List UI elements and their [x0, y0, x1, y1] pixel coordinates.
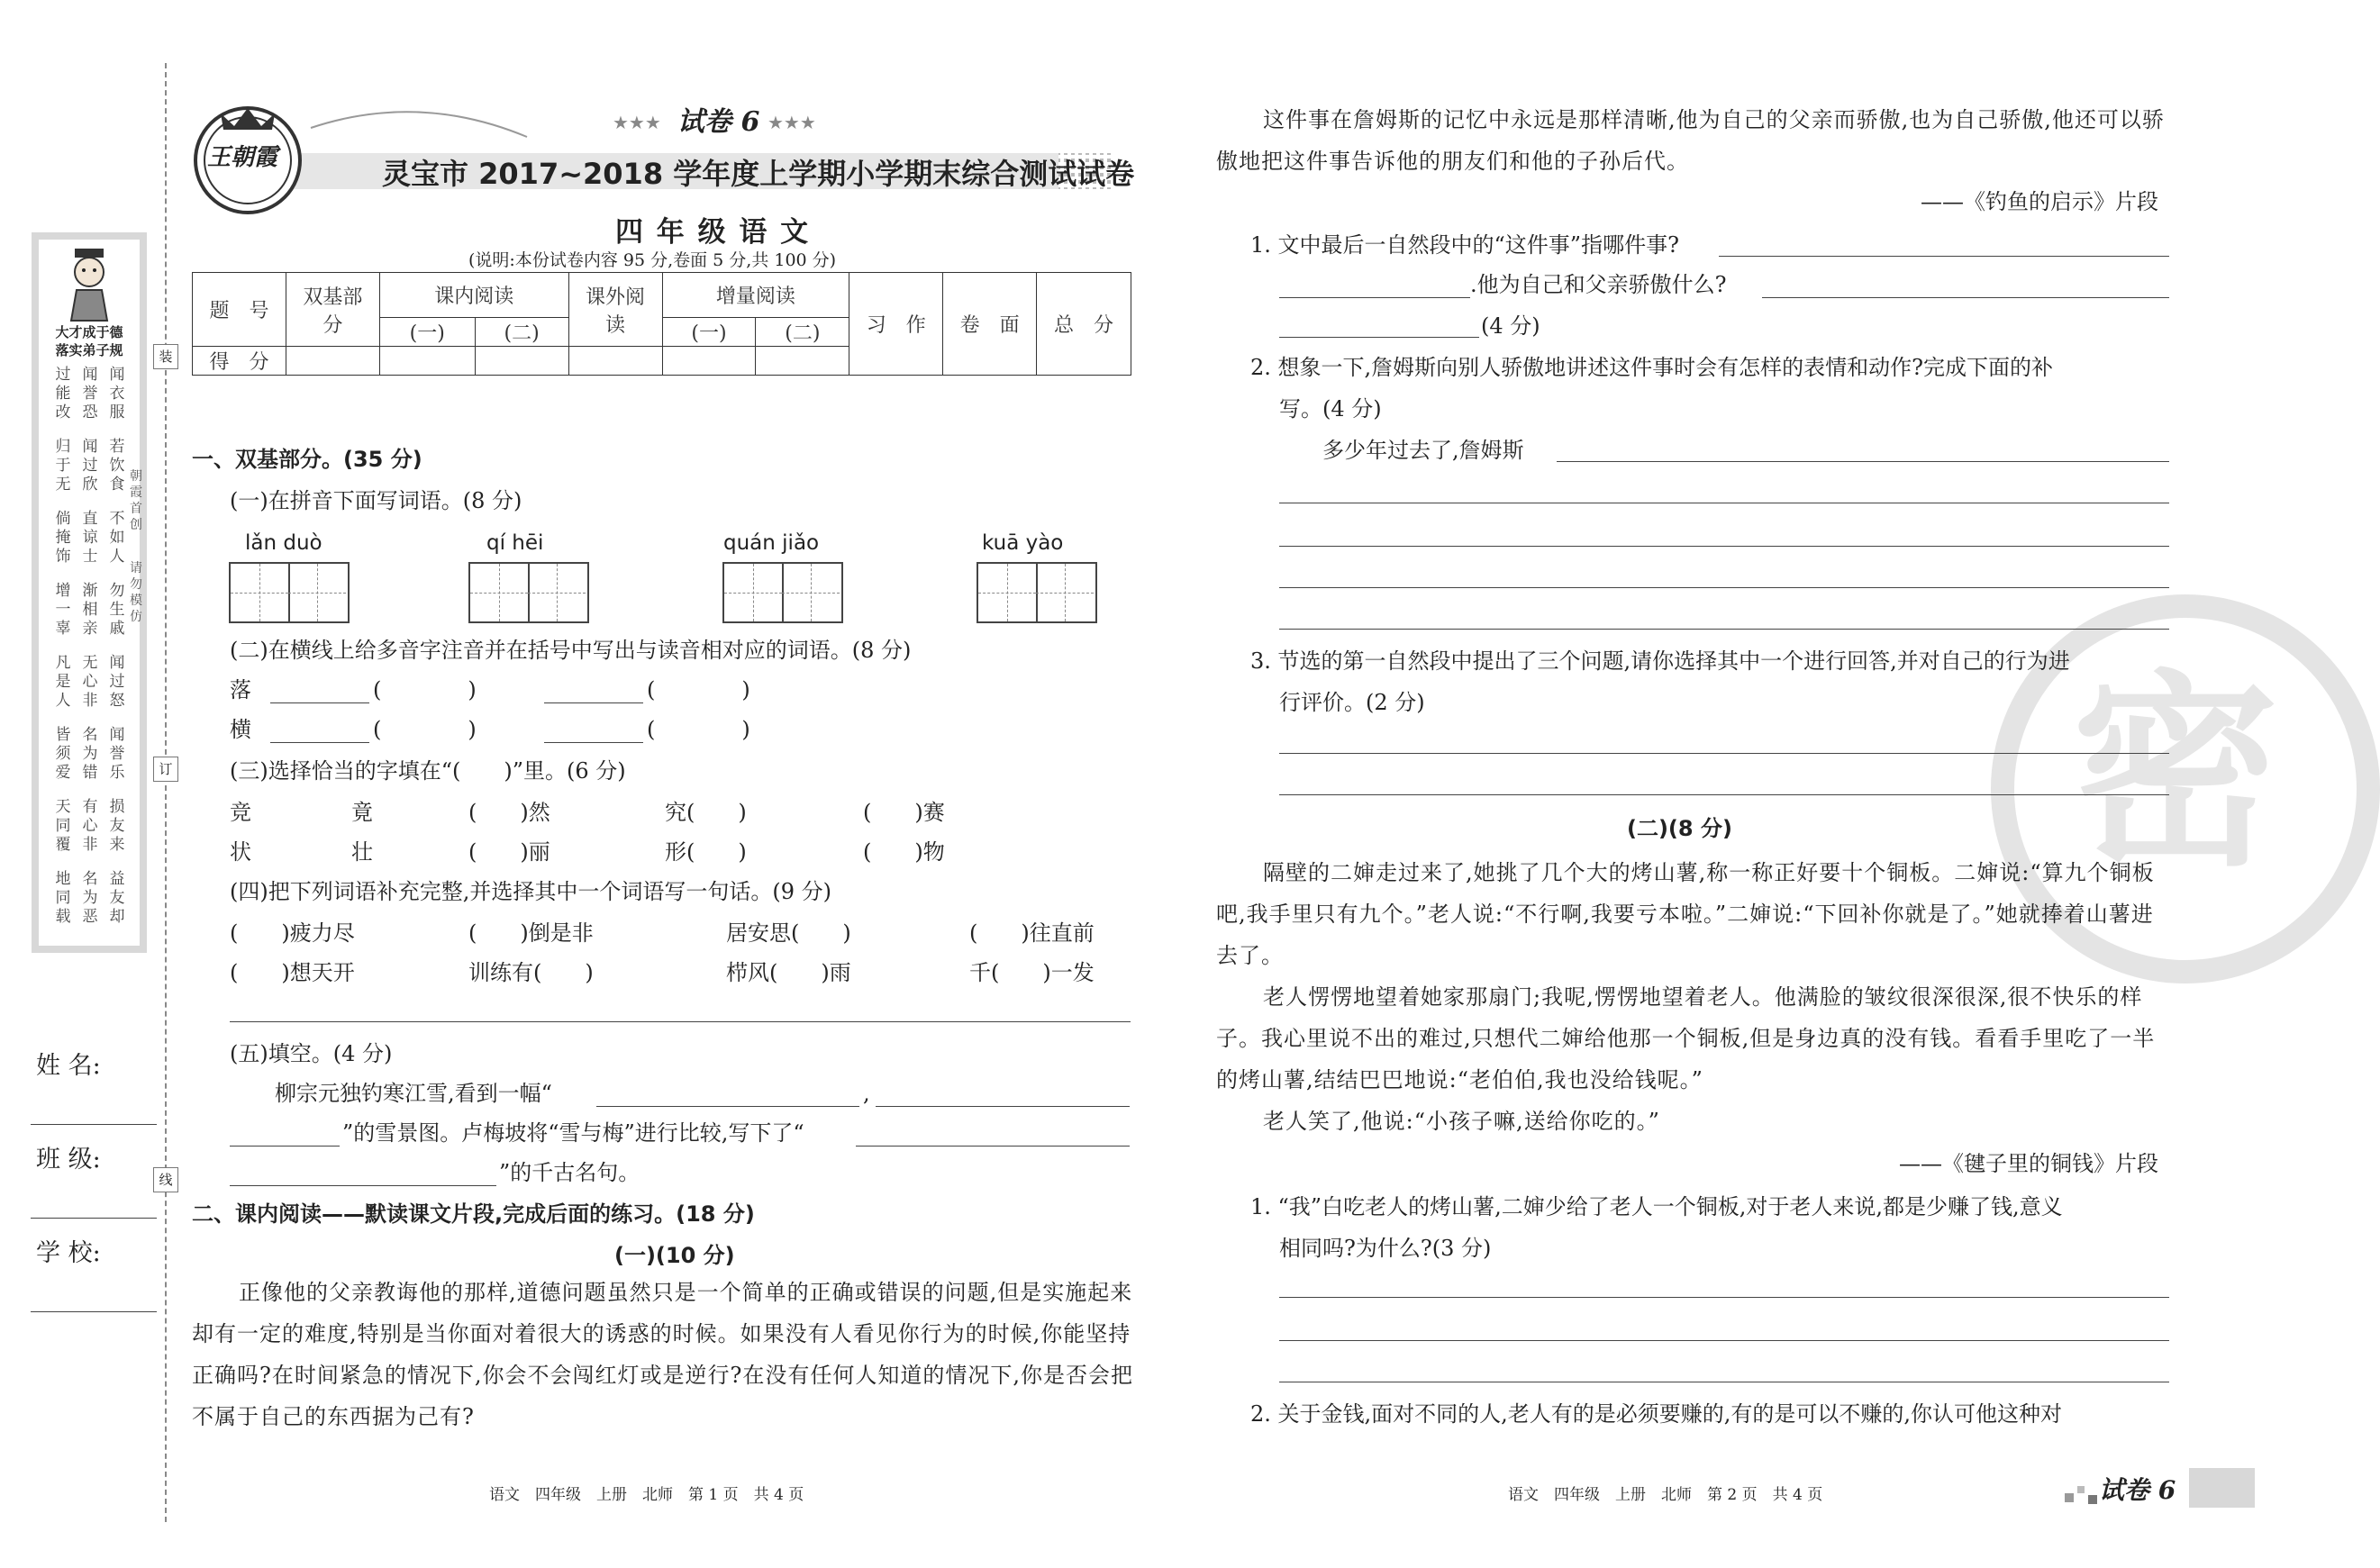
th-basic: 双基部分: [286, 273, 379, 347]
exam-title: 灵宝市 2017~2018 学年度上学期小学期末综合测试试卷: [382, 157, 1135, 191]
q2-paren: ( ): [373, 717, 477, 742]
q4-r2-c3[interactable]: 栉风( )雨: [726, 960, 851, 985]
side-note-1: 朝霞首创: [130, 469, 142, 532]
th-total: 总 分: [1037, 273, 1131, 376]
th-increment: 增量阅读: [662, 273, 849, 318]
page-1-footer: 语文 四年级 上册 北师 第 1 页 共 4 页: [489, 1486, 804, 1504]
answer-line[interactable]: [270, 742, 369, 743]
q3-r2-c1: 状: [230, 839, 251, 865]
binding-word-3: 线: [153, 1167, 178, 1192]
q1-line-c: (4 分): [1481, 313, 1540, 339]
passage-1-end: 这件事在詹姆斯的记忆中永远是那样清晰,他为自己的父亲而骄傲,也为自己骄傲,他还可以骄傲地把这件事告诉他的朋友们和他的子孙后代。: [1216, 107, 2165, 174]
pinyin-4: kuā yào: [982, 531, 1064, 555]
answer-line[interactable]: [856, 1146, 1130, 1147]
q4-line-b: 相同吗?为什么?(3 分): [1279, 1236, 1492, 1261]
q4-line-a: 1. “我”白吃老人的烤山薯,二婶少给了老人一个铜板,对于老人来说,都是少赚了钱,意义: [1250, 1194, 2063, 1219]
page-2: [1189, 0, 2280, 1568]
motto-column: 不如人: [109, 510, 125, 566]
section-1-title: 一、双基部分。(35 分): [192, 447, 422, 472]
answer-line[interactable]: [1762, 297, 2169, 298]
answer-line[interactable]: [1557, 461, 2169, 462]
stamp-char: 密: [2072, 651, 2280, 894]
q2-char-1: 落: [230, 677, 251, 702]
motto-column: 凡是人: [55, 654, 71, 710]
motto-bottom: 落实弟子规: [55, 342, 123, 358]
motto-column: 渐相亲: [82, 582, 98, 638]
score-cell[interactable]: [756, 347, 849, 376]
motto-column: 若饮食: [109, 438, 125, 494]
q5-line-1: 柳宗元独钓寒江雪,看到一幅“: [275, 1081, 552, 1106]
motto-column: 倘掩饰: [55, 510, 71, 566]
answer-line[interactable]: [1279, 753, 2169, 754]
motto-column: 名为恶: [82, 870, 98, 926]
class-label: 班 级:: [36, 1146, 101, 1174]
motto-column: 天同覆: [55, 798, 71, 854]
page-2-footer: 语文 四年级 上册 北师 第 2 页 共 4 页: [1508, 1486, 1823, 1504]
motto-column: 直谅士: [82, 510, 98, 566]
score-cell[interactable]: [662, 347, 756, 376]
motto-column: 闻誉恐: [82, 366, 98, 421]
q3-r2-c3[interactable]: ( )丽: [468, 839, 550, 865]
writing-box[interactable]: [977, 562, 1097, 623]
q3-r1-c4[interactable]: 究( ): [665, 800, 747, 825]
q2-line-a: 2. 想象一下,詹姆斯向别人骄傲地讲述这件事时会有怎样的表情和动作?完成下面的补: [1250, 355, 2054, 380]
th-in-two: (二): [475, 318, 568, 347]
q4-r2-c4[interactable]: 千( )一发: [969, 960, 1095, 985]
answer-line[interactable]: [1279, 629, 2169, 630]
paper-number: 试卷 6: [677, 106, 760, 138]
motto-top: 大才成于德: [55, 324, 123, 340]
th-in-class: 课内阅读: [379, 273, 568, 318]
q4-r1-c3[interactable]: 居安思( ): [726, 920, 851, 946]
school-label: 学 校:: [36, 1239, 101, 1267]
q2-char-2: 横: [230, 717, 251, 742]
motto-column: 闻过欣: [82, 438, 98, 494]
q3-line-a: 3. 节选的第一自然段中提出了三个问题,请你选择其中一个进行回答,并对自己的行为进: [1250, 648, 2070, 674]
q5-line-2: ”的雪景图。卢梅坡将“雪与梅”进行比较,写下了“: [342, 1120, 804, 1146]
answer-line[interactable]: [270, 702, 369, 703]
q3-r1-c3[interactable]: ( )然: [468, 800, 550, 825]
corner-paper-tag: 试卷 6: [2099, 1475, 2176, 1505]
passage-2-para-3: 老人笑了,他说:“小孩子嘛,送给你吃的。”: [1263, 1109, 1660, 1134]
th-inc-two: (二): [756, 318, 849, 347]
q2-paren: ( ): [373, 677, 477, 702]
score-cell[interactable]: [286, 347, 379, 376]
answer-line[interactable]: [1279, 794, 2169, 795]
q5-line-3: ”的千古名句。: [499, 1160, 640, 1185]
q5-comma: ,: [863, 1081, 870, 1106]
sentence-line[interactable]: [230, 1021, 1131, 1022]
binding-word-1: 装: [153, 344, 178, 369]
answer-line[interactable]: [230, 1185, 496, 1186]
th-title: 题 号: [193, 273, 286, 347]
th-page-score: 卷 面: [943, 273, 1037, 376]
q4-r1-c4[interactable]: ( )往直前: [969, 920, 1095, 946]
reading-passage-1: 正像他的父亲教诲他的那样,道德问题虽然只是一个简单的正确或错误的问题,但是实施起来却有一定的难度,特别是当你面对着很大的诱惑的时候。如果没有人看见你行为的时候,你能坚持正确吗?在时间紧急的情况下,你会不会闯红灯或是逆行?在没有任何人知道的情况下,你是否会把不属于自己的东西据为己有?: [192, 1280, 1133, 1429]
th-inc-one: (一): [662, 318, 756, 347]
motto-column: 名为错: [82, 726, 98, 782]
motto-column: 闻过怒: [109, 654, 125, 710]
logo-text: 王朝霞: [207, 144, 278, 171]
q4-r2-c1[interactable]: ( )想天开: [230, 960, 355, 985]
q4-title: (四)把下列词语补充完整,并选择其中一个词语写一句话。(9 分): [230, 879, 831, 904]
q3-title: (三)选择恰当的字填在“( )”里。(6 分): [230, 758, 626, 784]
motto-column: 有心非: [82, 798, 98, 854]
answer-line[interactable]: [1719, 256, 2169, 257]
q1-title: (一)在拼音下面写词语。(8 分): [230, 488, 522, 513]
corner-bar: [2189, 1468, 2255, 1508]
motto-column: 损友来: [109, 798, 125, 854]
motto-column: 益友却: [109, 870, 125, 926]
q1-line-a: 1. 文中最后一自然段中的“这件事”指哪件事?: [1250, 232, 1679, 258]
q2-line-c: 多少年过去了,詹姆斯: [1322, 438, 1524, 463]
q2-title: (二)在横线上给多音字注音并在括号中写出与读音相对应的词语。(8 分): [230, 638, 912, 663]
q4-r1-c2[interactable]: ( )倒是非: [468, 920, 594, 946]
q3-r1-c2: 竟: [351, 800, 373, 825]
source-2: ——《毽子里的铜钱》片段: [1899, 1151, 2158, 1176]
motto-column: 闻誉乐: [109, 726, 125, 782]
answer-line[interactable]: [1279, 546, 2169, 547]
q2-line-b: 写。(4 分): [1279, 396, 1382, 421]
source-1: ——《钓鱼的启示》片段: [1921, 189, 2158, 214]
pinyin-2: qí hēi: [486, 531, 544, 555]
motto-column: 地同载: [55, 870, 71, 926]
pinyin-1: lǎn duò: [245, 531, 322, 555]
q3-r1-c1: 竞: [230, 800, 251, 825]
side-note-2: 请勿模仿: [130, 561, 142, 624]
motto-column: 归于无: [55, 438, 71, 494]
answer-line[interactable]: [544, 742, 643, 743]
answer-line[interactable]: [230, 1146, 340, 1147]
q3-line-b: 行评价。(2 分): [1279, 690, 1425, 715]
th-in-one: (一): [379, 318, 475, 347]
answer-line[interactable]: [1279, 587, 2169, 588]
section-2-sub: (一)(10 分): [614, 1243, 735, 1268]
q4-r2-c2[interactable]: 训练有( ): [468, 960, 594, 985]
name-label: 姓 名:: [36, 1052, 101, 1080]
q3-r2-c2: 壮: [351, 839, 373, 865]
score-cell[interactable]: [568, 347, 662, 376]
passage-2-para-2: 老人愣愣地望着她家那扇门;我呢,愣愣地望着老人。他满脸的皱纹很深很深,很不快乐的样子。我心里说不出的难过,只想代二婶给他那一个铜板,但是身边真的没有钱。看看手里吃了一半的烤山薯,结结巴巴地说:“老伯伯,我也没给钱呢。”: [1216, 984, 2156, 1092]
q2-paren: ( ): [647, 717, 750, 742]
q2-paren: ( ): [647, 677, 750, 702]
writing-box[interactable]: [722, 562, 843, 623]
pinyin-3: quán jiǎo: [723, 531, 820, 555]
q5-title: (五)填空。(4 分): [230, 1041, 393, 1066]
score-cell[interactable]: [379, 347, 475, 376]
writing-box[interactable]: [229, 562, 350, 623]
answer-line[interactable]: [1279, 1340, 2169, 1341]
score-cell[interactable]: [475, 347, 568, 376]
score-table: [192, 272, 1131, 376]
exam-note: (说明:本份试卷内容 95 分,卷面 5 分,共 100 分): [468, 250, 837, 270]
q3-r1-c5[interactable]: ( )赛: [863, 800, 945, 825]
motto-column: 过能改: [55, 366, 71, 421]
answer-line[interactable]: [876, 1106, 1130, 1107]
motto-column: 勿生戚: [109, 582, 125, 638]
answer-line[interactable]: [544, 702, 643, 703]
writing-box[interactable]: [468, 562, 589, 623]
score-row-label: 得 分: [193, 347, 286, 376]
answer-line[interactable]: [1279, 1297, 2169, 1298]
passage-2-para-1: 隔壁的二婶走过来了,她挑了几个大的烤山薯,称一称正好要十个铜板。二婶说:“算九个铜板吧,我手里只有九个。”老人说:“不行啊,我要亏本啦。”二婶说:“下回补你就是了。”她就捧着山薯进去了。: [1216, 860, 2155, 968]
paper-no-stars-left: ★★★: [613, 112, 661, 133]
motto-column: 无心非: [82, 654, 98, 710]
section-2-title: 二、课内阅读——默读课文片段,完成后面的练习。(18 分): [192, 1201, 755, 1227]
subject-title: 四 年 级 语 文: [615, 216, 811, 249]
answer-line[interactable]: [1279, 297, 1470, 298]
q1-line-b: .他为自己和父亲骄傲什么?: [1470, 272, 1727, 297]
binding-word-2: 订: [153, 757, 178, 782]
motto-column: 闻衣服: [109, 366, 125, 421]
th-out-class: 课外阅读: [568, 273, 662, 347]
page-1: [0, 0, 1144, 1568]
q4-r1-c1[interactable]: ( )疲力尽: [230, 920, 355, 946]
paper-no-stars-right: ★★★: [768, 112, 816, 133]
q3-r2-c4[interactable]: 形( ): [665, 839, 747, 865]
q5-line-a: 2. 关于金钱,面对不同的人,老人有的是必须要赚的,有的是可以不赚的,你认可他这种对: [1250, 1401, 2063, 1427]
answer-line[interactable]: [596, 1106, 859, 1107]
answer-line[interactable]: [1279, 337, 1479, 338]
motto-column: 皆须爱: [55, 726, 71, 782]
th-composition: 习 作: [849, 273, 943, 376]
sub-section-2: (二)(8 分): [1627, 816, 1732, 841]
q3-r2-c5[interactable]: ( )物: [863, 839, 945, 865]
motto-column: 增一辜: [55, 582, 71, 638]
